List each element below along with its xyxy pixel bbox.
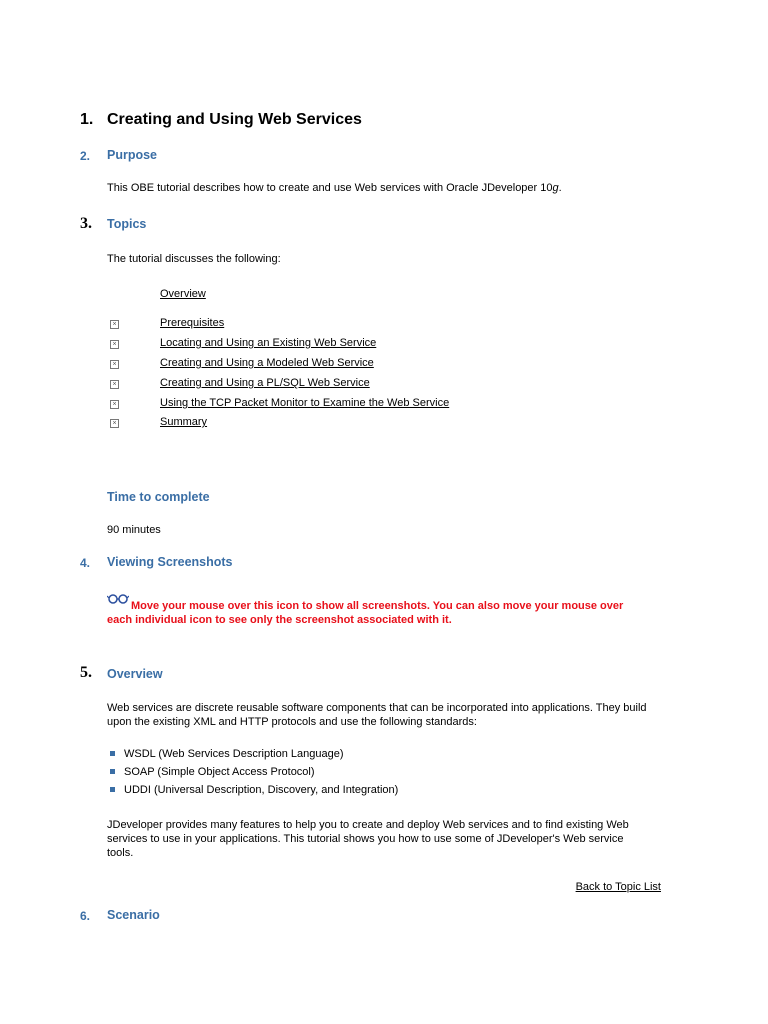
topics-heading: Topics <box>107 217 147 231</box>
overview-para2-line3: tools. <box>107 847 134 859</box>
screenshots-note-line2: each individual icon to see only the screenshot associated with it. <box>107 614 452 626</box>
overview-para1-line1: Web services are discrete reusable software components that can be incorporated into applications. They build <box>107 702 647 714</box>
overview-para2-line1: JDeveloper provides many features to help you to create and deploy Web services and to find existing Web <box>107 819 629 831</box>
overview-number: 5. <box>80 664 92 681</box>
page-title: Creating and Using Web Services <box>107 111 362 128</box>
broken-image-icon: × <box>110 320 119 329</box>
broken-image-icon: × <box>110 340 119 349</box>
screenshots-note-line1: Move your mouse over this icon to show all screenshots. You can also move your mouse over <box>131 600 624 612</box>
topic-link[interactable]: Prerequisites <box>160 317 225 329</box>
topic-link[interactable]: Summary <box>160 416 208 428</box>
topic-link[interactable]: Locating and Using an Existing Web Service <box>160 337 377 349</box>
time-heading: Time to complete <box>107 490 210 504</box>
overview-heading: Overview <box>107 667 163 681</box>
overview-para1-line2: upon the existing XML and HTTP protocols and use the following standards: <box>107 716 477 728</box>
broken-image-icon: × <box>110 419 119 428</box>
topic-link-overview[interactable]: Overview <box>160 288 206 300</box>
scenario-heading: Scenario <box>107 908 160 922</box>
broken-image-icon: × <box>110 380 119 389</box>
topic-link[interactable]: Creating and Using a PL/SQL Web Service <box>160 377 370 389</box>
broken-image-icon: × <box>110 360 119 369</box>
title-number: 1. <box>80 111 94 128</box>
purpose-text: This OBE tutorial describes how to create and use Web services with Oracle JDeveloper 10g. <box>107 182 562 194</box>
screenshots-number: 4. <box>80 556 91 570</box>
purpose-number: 2. <box>80 149 91 163</box>
time-value: 90 minutes <box>107 524 161 536</box>
topic-link[interactable]: Creating and Using a Modeled Web Service <box>160 357 374 369</box>
back-to-topic-list-link[interactable]: Back to Topic List <box>575 881 661 893</box>
topic-link[interactable]: Using the TCP Packet Monitor to Examine the Web Service <box>160 397 450 409</box>
overview-para2-line2: services to use in your applications. This tutorial shows you how to use some of JDeveloper's Web service <box>107 833 624 845</box>
screenshots-heading: Viewing Screenshots <box>107 555 233 569</box>
broken-image-icon: × <box>110 400 119 409</box>
scenario-number: 6. <box>80 909 91 923</box>
purpose-heading: Purpose <box>107 148 158 162</box>
topics-number: 3. <box>80 215 92 232</box>
glasses-icon[interactable] <box>107 592 129 604</box>
topics-intro: The tutorial discusses the following: <box>107 253 281 265</box>
